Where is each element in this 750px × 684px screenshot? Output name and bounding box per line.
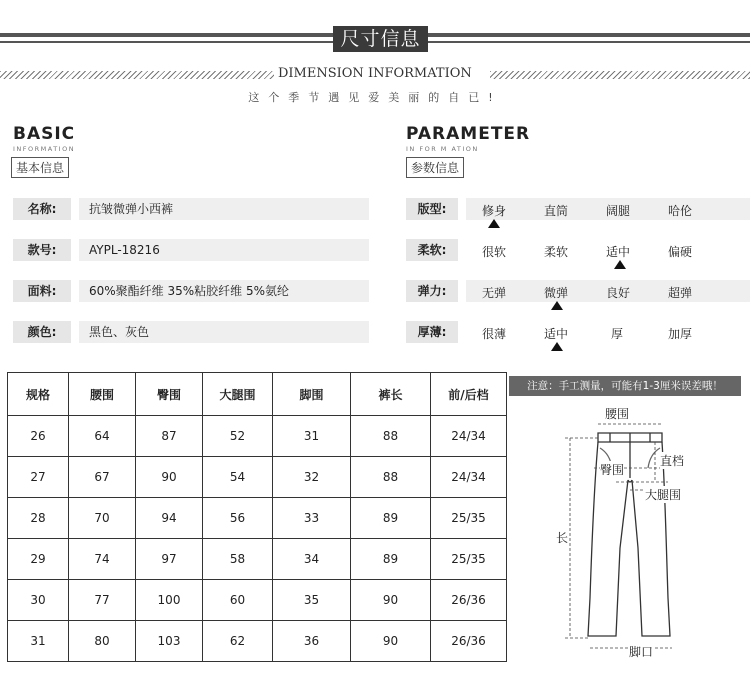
table-cell: 24/34 (431, 457, 507, 498)
basic-label-name: 名称: (13, 198, 71, 220)
param-option: 适中 (606, 245, 631, 259)
table-cell: 90 (351, 621, 431, 662)
table-cell: 25/35 (431, 498, 507, 539)
parameter-heading: PARAMETER (406, 124, 531, 144)
table-cell: 34 (273, 539, 351, 580)
table-cell: 26/36 (431, 621, 507, 662)
param-option: 超弹 (668, 286, 693, 300)
table-cell: 67 (69, 457, 136, 498)
basic-label-fabric: 面料: (13, 280, 71, 302)
selected-marker-icon (551, 342, 563, 351)
table-cell: 88 (351, 457, 431, 498)
table-cell: 26 (8, 416, 69, 457)
basic-value-style: AYPL-18216 (79, 239, 369, 261)
table-header-cell: 脚围 (273, 373, 351, 416)
table-cell: 30 (8, 580, 69, 621)
diagram-label-hem: 脚口 (629, 645, 654, 659)
table-header-cell: 前/后档 (431, 373, 507, 416)
table-header-cell: 大腿围 (203, 373, 273, 416)
table-cell: 62 (203, 621, 273, 662)
param-option: 适中 (544, 327, 569, 341)
table-header-cell: 腰围 (69, 373, 136, 416)
hatch-right (490, 71, 750, 79)
table-cell: 29 (8, 539, 69, 580)
table-row (8, 498, 507, 539)
basic-heading: BASIC (13, 124, 76, 144)
table-row (8, 416, 507, 457)
basic-value-fabric: 60%聚酯纤维 35%粘胶纤维 5%氨纶 (79, 280, 369, 302)
table-cell: 94 (136, 498, 203, 539)
table-cell: 103 (136, 621, 203, 662)
param-option: 很软 (482, 245, 507, 259)
param-option: 柔软 (544, 245, 569, 259)
dimension-banner (0, 66, 750, 84)
basic-label-color: 颜色: (13, 321, 71, 343)
table-cell: 26/36 (431, 580, 507, 621)
diagram-label-thigh: 大腿围 (645, 488, 682, 502)
slogan: 这个季节遇见爱美丽的自已! (248, 91, 502, 104)
table-cell: 24/34 (431, 416, 507, 457)
table-row (8, 457, 507, 498)
parameter-subheading: IN FOR M ATION (406, 145, 479, 153)
table-cell: 80 (69, 621, 136, 662)
table-cell: 33 (273, 498, 351, 539)
param-option: 无弹 (482, 286, 507, 300)
basic-value-color: 黑色、灰色 (79, 321, 369, 343)
param-bar-thickness (466, 321, 750, 343)
table-header-cell: 规格 (8, 373, 69, 416)
basic-subheading: INFORMATION (13, 145, 76, 153)
selected-marker-icon (614, 260, 626, 269)
table-cell: 88 (351, 416, 431, 457)
table-cell: 56 (203, 498, 273, 539)
table-header-row (8, 373, 507, 416)
table-cell: 89 (351, 539, 431, 580)
basic-value-name: 抗皱微弹小西裤 (79, 198, 369, 220)
table-cell: 28 (8, 498, 69, 539)
table-header-cell: 臀围 (136, 373, 203, 416)
diagram-label-length: 长 (556, 531, 569, 545)
table-cell: 31 (8, 621, 69, 662)
selected-marker-icon (488, 219, 500, 228)
basic-label-style: 款号: (13, 239, 71, 261)
table-cell: 52 (203, 416, 273, 457)
param-label-thickness: 厚薄: (406, 321, 458, 343)
table-cell: 54 (203, 457, 273, 498)
param-label-stretch: 弹力: (406, 280, 458, 302)
table-cell: 32 (273, 457, 351, 498)
param-option: 修身 (482, 204, 507, 218)
size-table (7, 372, 507, 662)
table-cell: 89 (351, 498, 431, 539)
basic-tag: 基本信息 (11, 157, 69, 178)
table-cell: 64 (69, 416, 136, 457)
table-cell: 58 (203, 539, 273, 580)
table-cell: 36 (273, 621, 351, 662)
selected-marker-icon (551, 301, 563, 310)
table-cell: 87 (136, 416, 203, 457)
diagram-label-waist: 腰围 (605, 407, 630, 421)
table-header-cell: 裤长 (351, 373, 431, 416)
table-cell: 31 (273, 416, 351, 457)
diagram-label-hip: 臀围 (600, 463, 625, 477)
table-cell: 35 (273, 580, 351, 621)
table-cell: 74 (69, 539, 136, 580)
param-option: 直筒 (544, 204, 569, 218)
param-option: 厚 (611, 327, 624, 341)
table-row (8, 580, 507, 621)
table-cell: 100 (136, 580, 203, 621)
table-cell: 27 (8, 457, 69, 498)
diagram-label-rise: 直档 (660, 454, 685, 468)
table-cell: 60 (203, 580, 273, 621)
param-option: 加厚 (668, 327, 693, 341)
param-option: 哈伦 (668, 204, 693, 218)
table-cell: 90 (136, 457, 203, 498)
measurement-note: 注意：手工测量，可能有1-3厘米误差哦！ (509, 376, 741, 396)
param-option: 偏硬 (668, 245, 693, 259)
table-row (8, 621, 507, 662)
table-cell: 97 (136, 539, 203, 580)
table-row (8, 539, 507, 580)
trousers-diagram (510, 398, 745, 680)
param-option: 很薄 (482, 327, 507, 341)
hatch-left (0, 71, 274, 79)
param-option: 微弹 (544, 286, 569, 300)
table-cell: 25/35 (431, 539, 507, 580)
param-label-fit: 版型: (406, 198, 458, 220)
table-cell: 70 (69, 498, 136, 539)
table-cell: 90 (351, 580, 431, 621)
table-cell: 77 (69, 580, 136, 621)
dimension-text: DIMENSION INFORMATION (278, 66, 472, 81)
parameter-tag: 参数信息 (406, 157, 464, 178)
page-title: 尺寸信息 (333, 26, 428, 52)
param-label-softness: 柔软: (406, 239, 458, 261)
param-option: 阔腿 (606, 204, 631, 218)
param-option: 良好 (606, 286, 631, 300)
